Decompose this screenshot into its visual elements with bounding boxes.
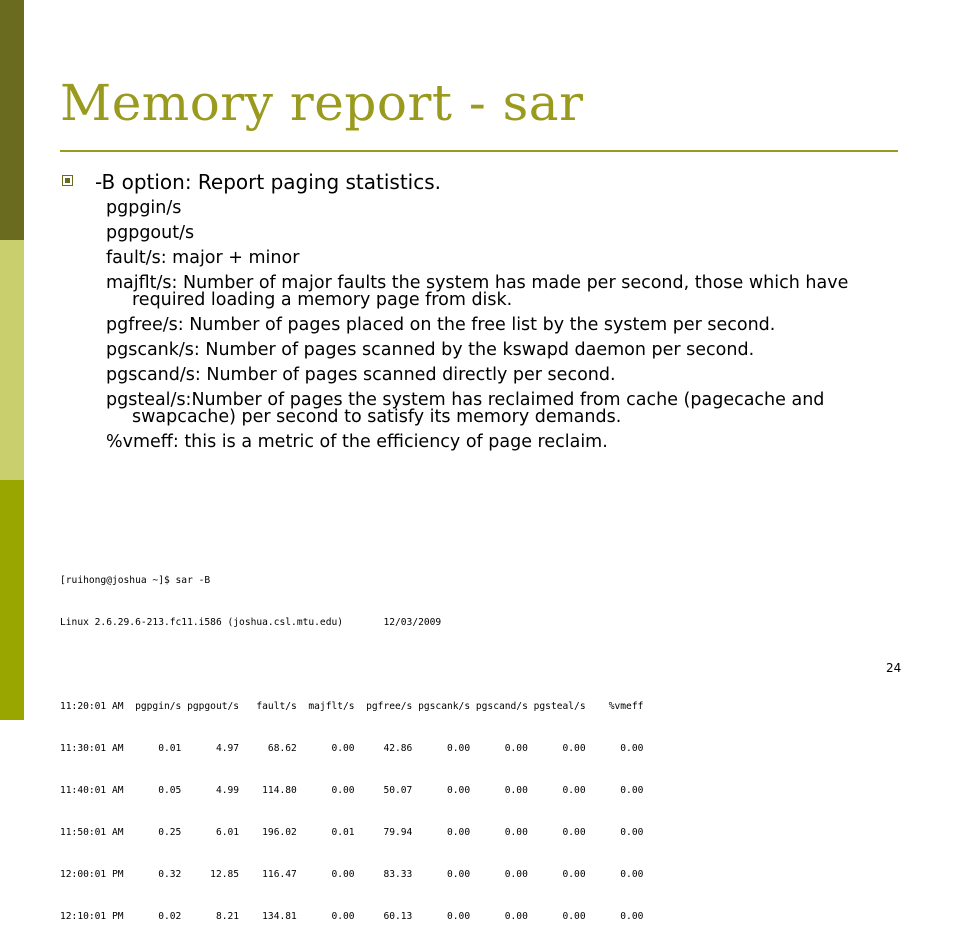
list-item: %vmeff: this is a metric of the efficiency of page reclaim. (106, 432, 608, 452)
list-item: fault/s: major + minor (106, 248, 300, 268)
console-sysinfo: Linux 2.6.29.6-213.fc11.i586 (joshua.csl.mtu.edu) 12/03/2009 (60, 617, 442, 628)
list-item: majflt/s: Number of major faults the system has made per second, those which have required loading a memory page from disk. (106, 273, 849, 310)
square-bullet-icon (62, 175, 73, 186)
main-bullet-text: -B option: Report paging statistics. (95, 170, 442, 194)
table-row: 12:10:01 PM 0.02 8.21 134.81 0.00 60.13 0.00 0.00 0.00 0.00 (60, 911, 644, 922)
title-divider (60, 150, 898, 152)
list-item: pgscank/s: Number of pages scanned by the kswapd daemon per second. (106, 340, 755, 360)
list-item: pgsteal/s:Number of pages the system has reclaimed from cache (pagecache and swapcache) per second to satisfy its memory demands. (106, 390, 825, 427)
slide-title: Memory report - sar (60, 74, 584, 132)
side-bar-mid (0, 480, 24, 720)
table-row: 11:50:01 AM 0.25 6.01 196.02 0.01 79.94 0.00 0.00 0.00 0.00 (60, 827, 644, 838)
console-prompt: [ruihong@joshua ~]$ sar -B (60, 575, 211, 586)
list-item: pgpgout/s (106, 223, 195, 243)
side-bar-light (0, 240, 24, 480)
console-header: 11:20:01 AM pgpgin/s pgpgout/s fault/s majflt/s pgfree/s pgscank/s pgscand/s pgsteal/s %vmeff (60, 701, 644, 712)
sar-console-output (60, 546, 643, 938)
sub-bullet-list (106, 200, 906, 459)
table-row: 11:30:01 AM 0.01 4.97 68.62 0.00 42.86 0.00 0.00 0.00 0.00 (60, 743, 644, 754)
table-row: 12:00:01 PM 0.32 12.85 116.47 0.00 83.33 0.00 0.00 0.00 0.00 (60, 869, 644, 880)
main-bullet (62, 170, 441, 194)
list-item: pgfree/s: Number of pages placed on the free list by the system per second. (106, 315, 776, 335)
console-blank-line (60, 658, 643, 672)
list-item: pgscand/s: Number of pages scanned directly per second. (106, 365, 616, 385)
side-bar-dark (0, 0, 24, 240)
page-number: 24 (886, 661, 902, 675)
list-item: pgpgin/s (106, 198, 182, 218)
table-row: 11:40:01 AM 0.05 4.99 114.80 0.00 50.07 0.00 0.00 0.00 0.00 (60, 785, 644, 796)
